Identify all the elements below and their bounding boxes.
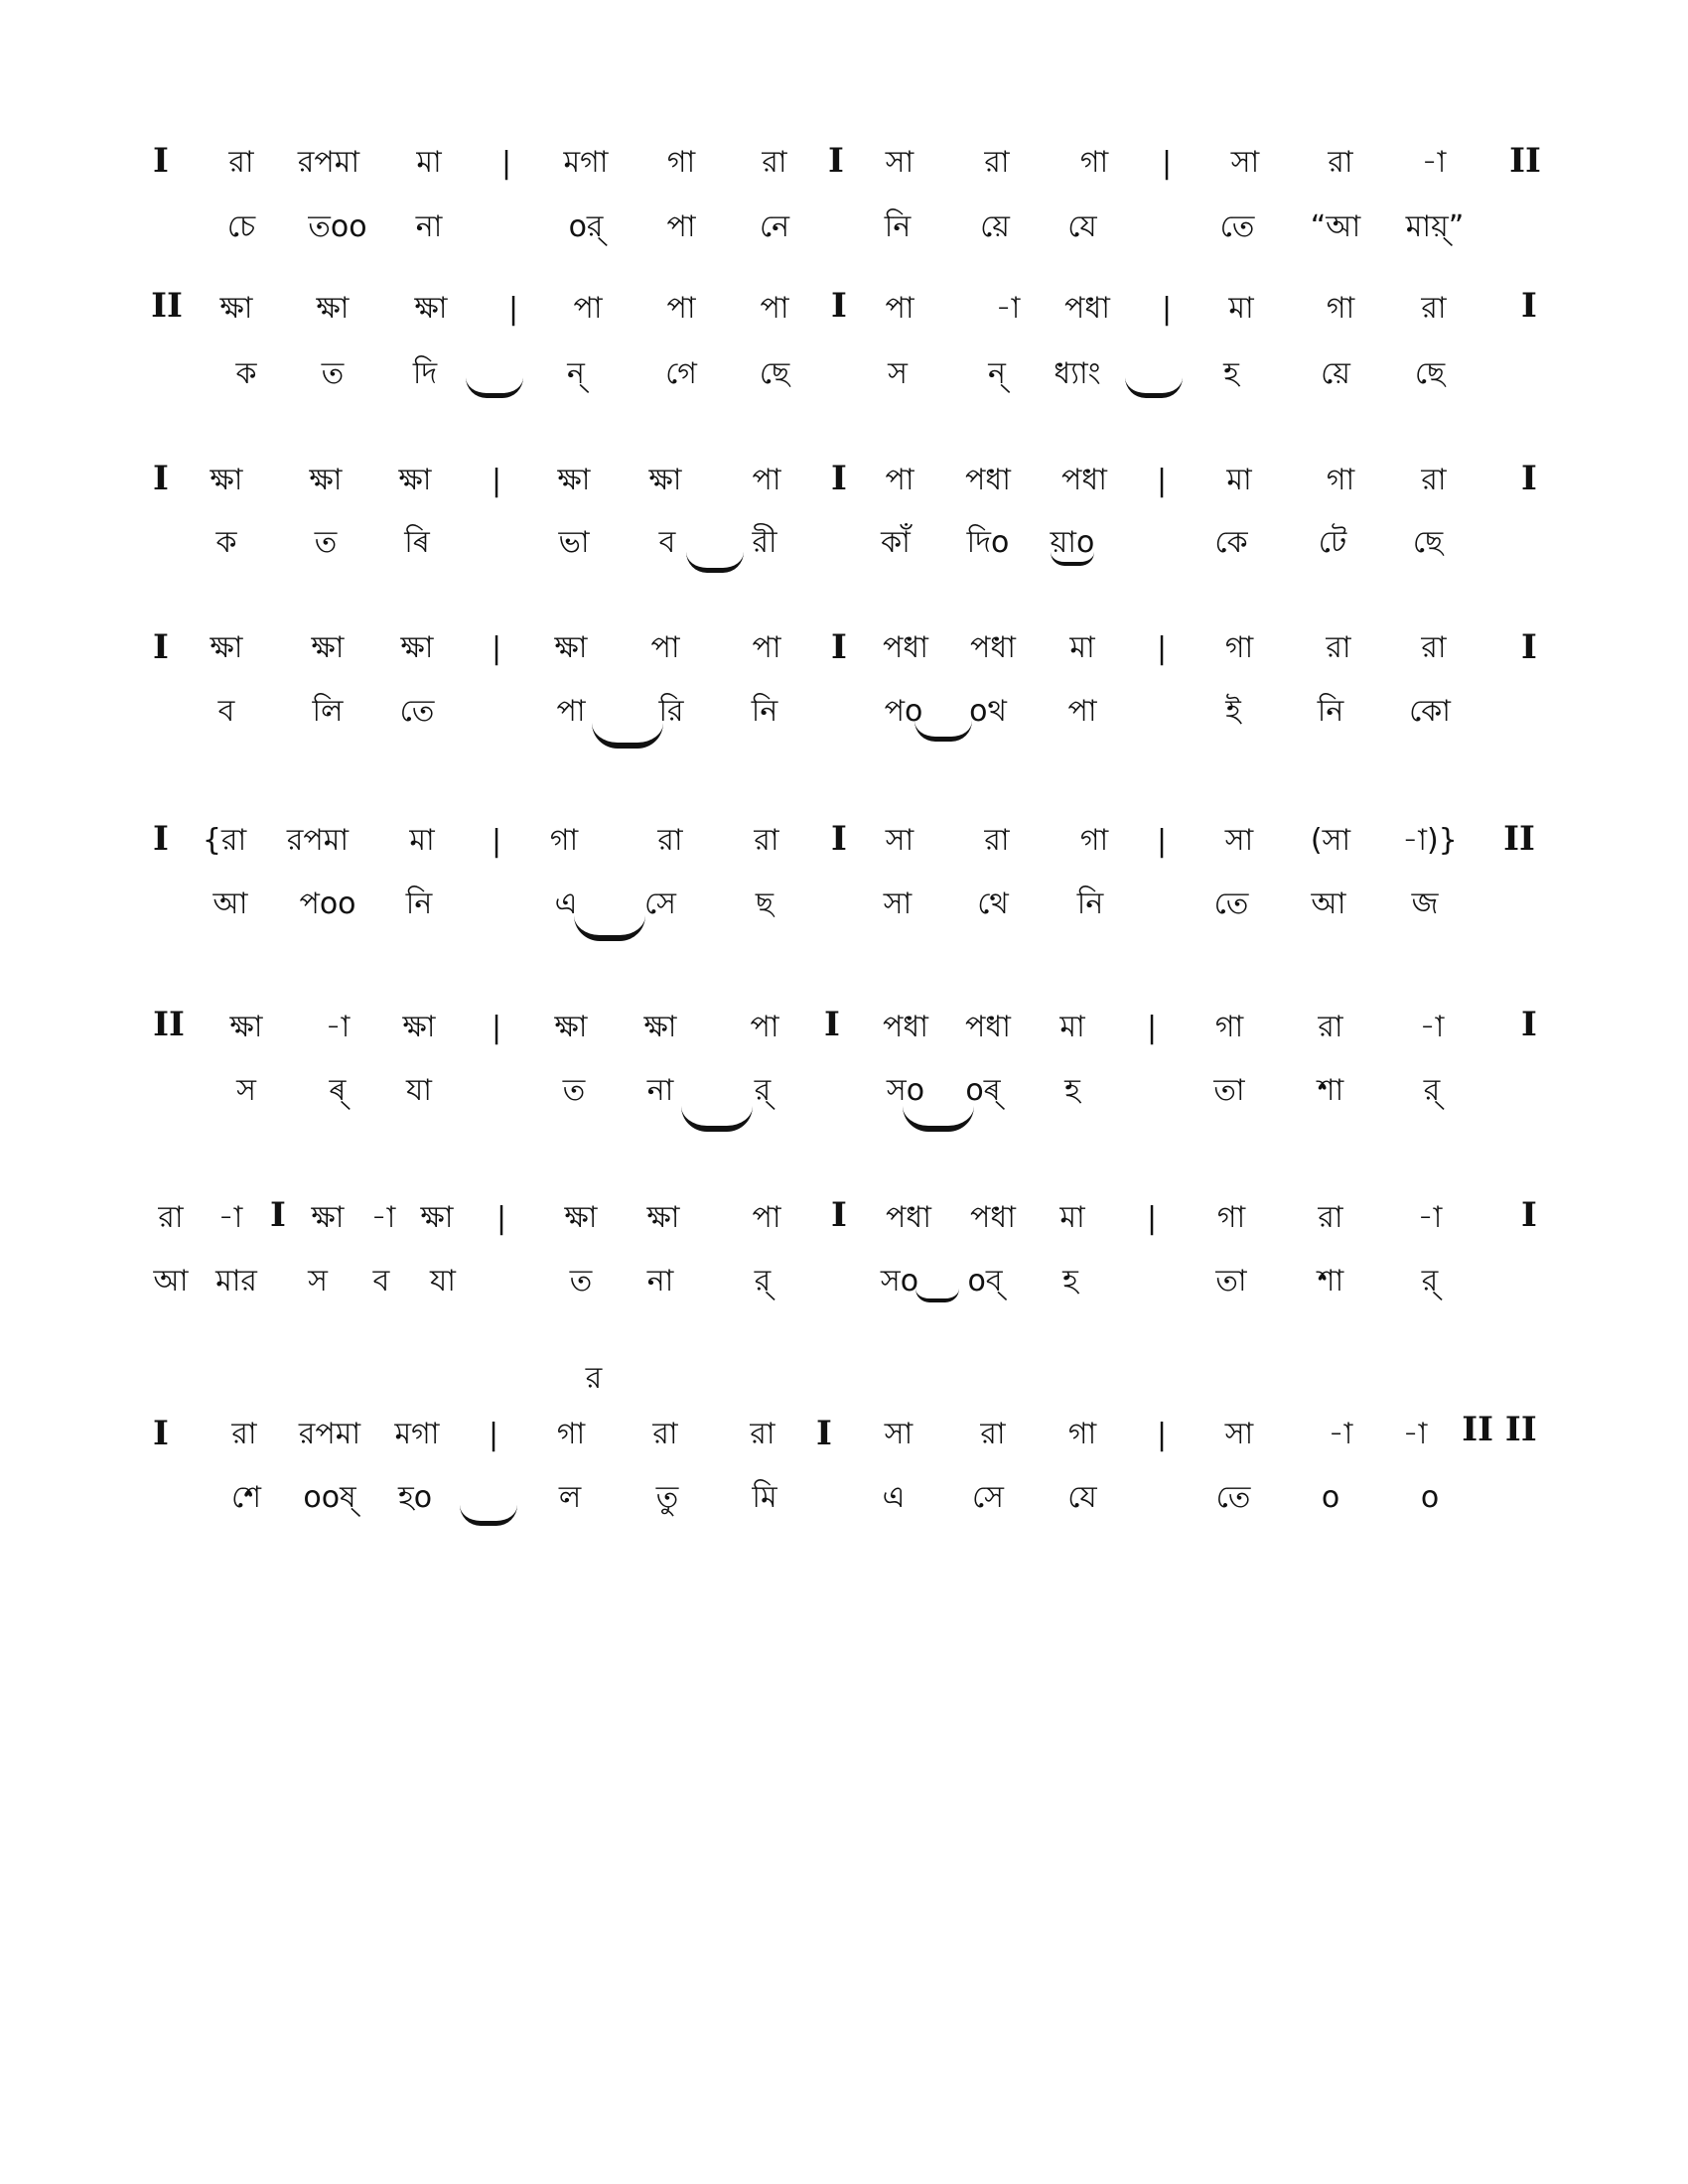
note: গা [1079, 145, 1109, 180]
note: রা [754, 823, 779, 858]
lyric-syllable: র্ [754, 1264, 772, 1298]
note: রা [228, 145, 254, 180]
note: গা [1326, 291, 1355, 326]
final-double-bar-line: II II [1462, 1410, 1537, 1449]
lyric-syllable: চে [226, 209, 256, 244]
lyric-syllable: যে [1067, 209, 1097, 244]
note: রা [980, 1417, 1006, 1451]
lyric-syllable: oর্ [568, 209, 604, 244]
lyric-syllable: তা [1215, 1264, 1247, 1298]
lyric-syllable: পা [1067, 694, 1097, 729]
lyric-syllable: oৰ্ [965, 1073, 1001, 1108]
note: রা [1326, 630, 1351, 665]
note: পধা [883, 1010, 928, 1044]
lyric-syllable: হo [397, 1480, 433, 1515]
lyric-syllable: রি [658, 694, 684, 729]
note: -া [995, 291, 1021, 326]
lyric-syllable: এ [882, 1480, 906, 1515]
note: রা [158, 1200, 184, 1235]
bar-line: I [153, 819, 169, 859]
note: মা [1069, 630, 1095, 665]
beat-separator: | [491, 464, 502, 498]
note: গা [556, 1417, 586, 1451]
lyric-syllable: দিo [966, 525, 1010, 560]
note: ক্ষা [564, 1200, 598, 1235]
lyric-syllable: ত [314, 525, 338, 560]
lyric-syllable: না [415, 209, 443, 244]
lyric-syllable: পা [666, 209, 696, 244]
beat-separator: | [1156, 631, 1168, 666]
lyric-syllable: তoo [308, 209, 367, 244]
note: -া)} [1402, 823, 1458, 858]
note: ক্ষা [646, 1200, 680, 1235]
lyric-syllable: ত [569, 1264, 593, 1298]
slur-mark [1125, 377, 1183, 398]
note: পধা [970, 1200, 1016, 1235]
lyric-syllable: র্ [754, 1073, 772, 1108]
lyric-syllable: কে [1214, 525, 1248, 560]
note: পা [752, 1200, 781, 1235]
note: মা [416, 145, 442, 180]
note: রা [1421, 291, 1447, 326]
note: পা [760, 291, 789, 326]
lyric-syllable: আ [1311, 887, 1346, 921]
lyric-syllable: টে [1318, 525, 1347, 560]
note: গা [1214, 1010, 1244, 1044]
note: পধা [965, 1010, 1011, 1044]
note: -া [1328, 1417, 1353, 1451]
note: পা [752, 630, 781, 665]
note: ক্ষা [554, 630, 588, 665]
note: রা [750, 1417, 775, 1451]
note: পা [885, 291, 914, 326]
lyric-syllable: না [646, 1264, 674, 1298]
lyric-syllable: তে [399, 694, 435, 729]
note: সা [885, 145, 914, 180]
bar-line: I [831, 1195, 847, 1235]
lyric-syllable: এ [554, 887, 578, 921]
lyric-syllable: ৰ্ [329, 1073, 347, 1108]
lyric-syllable: পoo [299, 887, 356, 921]
lyric-syllable: ক [215, 525, 237, 560]
double-bar-line: II [1503, 819, 1535, 859]
lyric-syllable: সে [644, 887, 676, 921]
note: ক্ষা [229, 1010, 263, 1044]
beat-separator: | [491, 631, 502, 666]
lyric-syllable: “আ [1310, 209, 1361, 244]
note: -া [217, 1200, 243, 1235]
lyric-syllable: হ [1062, 1264, 1078, 1298]
note: মা [409, 823, 435, 858]
lyric-syllable: ছে [1412, 525, 1444, 560]
lyric-syllable: ছে [759, 356, 790, 391]
note: রা [1328, 145, 1353, 180]
lyric-syllable: লি [312, 694, 344, 729]
lyric-syllable: যে [1067, 1480, 1097, 1515]
beat-separator: | [507, 292, 519, 327]
lyric-syllable: স [888, 356, 908, 391]
note: ক্ষা [643, 1010, 677, 1044]
beat-separator: | [1156, 464, 1168, 498]
bar-line: I [831, 459, 847, 498]
note: পধা [965, 463, 1011, 497]
bar-line: I [1521, 1195, 1537, 1235]
lyric-syllable: যা [406, 1073, 432, 1108]
lyric-syllable: রী [752, 525, 777, 560]
note: রা [984, 823, 1010, 858]
note: রপমা [298, 1417, 361, 1451]
beat-separator: | [491, 824, 502, 859]
lyric-syllable: ক [235, 356, 257, 391]
double-bar-line: II [1509, 141, 1541, 181]
note: ক্ষা [210, 630, 243, 665]
lyric-syllable: নি [751, 694, 778, 729]
lyric-syllable: oথ [969, 694, 1007, 729]
note: মা [1226, 463, 1252, 497]
note: -া [1419, 1010, 1445, 1044]
beat-separator: | [495, 1201, 507, 1236]
double-bar-line: II [151, 286, 183, 326]
note: ক্ষা [311, 630, 345, 665]
note: গা [1079, 823, 1109, 858]
note: মা [1228, 291, 1254, 326]
note: ক্ষা [420, 1200, 454, 1235]
note: রা [1421, 463, 1447, 497]
lyric-syllable: ত [321, 356, 345, 391]
lyric-syllable: সo [886, 1073, 925, 1108]
note: রা [1318, 1200, 1343, 1235]
note: পা [573, 291, 603, 326]
lyric-syllable: যা [430, 1264, 456, 1298]
bar-line: I [1521, 1005, 1537, 1044]
lyric-syllable: তে [1215, 1480, 1251, 1515]
note: পা [650, 630, 680, 665]
note: মা [1059, 1010, 1085, 1044]
note: ক্ষা [311, 1200, 345, 1235]
note: ক্ষা [219, 291, 253, 326]
note: রা [1421, 630, 1447, 665]
lyric-syllable: হ [1064, 1073, 1080, 1108]
lyric-syllable: শা [1317, 1264, 1344, 1298]
lyric-syllable: ooষ্ [303, 1480, 356, 1515]
note: গা [1216, 1200, 1246, 1235]
note: ক্ষা [309, 463, 343, 497]
note: ক্ষা [648, 463, 682, 497]
note: -া [1417, 1200, 1443, 1235]
lyric-syllable: স [308, 1264, 328, 1298]
lyric-syllable: তে [1219, 209, 1255, 244]
note: গা [1067, 1417, 1097, 1451]
beat-separator: | [1146, 1201, 1158, 1236]
lyric-syllable: ৰি [404, 525, 430, 560]
lyric-syllable: পo [884, 694, 923, 729]
lyric-syllable: ছে [1414, 356, 1446, 391]
lyric-syllable: র্ [1421, 1264, 1439, 1298]
lyric-syllable: ব [372, 1264, 390, 1298]
lyric-syllable: o [1420, 1480, 1440, 1515]
bar-line: I [831, 819, 847, 859]
note: পা [750, 1010, 779, 1044]
bar-line: I [816, 1414, 832, 1453]
note: মগা [563, 145, 609, 180]
note: ক্ষা [210, 463, 243, 497]
grace-note: র [585, 1361, 603, 1396]
lyric-syllable: থে [977, 887, 1009, 921]
lyric-syllable: স [236, 1073, 256, 1108]
note: -া [325, 1010, 351, 1044]
lyric-syllable: মি [752, 1480, 777, 1515]
note: গা [666, 145, 696, 180]
bar-line: I [1521, 459, 1537, 498]
bar-line: I [828, 141, 844, 181]
slur-mark [914, 721, 972, 742]
lyric-syllable: য়ে [1321, 356, 1350, 391]
note: পধা [970, 630, 1016, 665]
note: ক্ষা [414, 291, 448, 326]
beat-separator: | [1156, 1418, 1168, 1452]
note: সা [884, 1417, 914, 1451]
beat-separator: | [1156, 824, 1168, 859]
lyric-syllable: না [646, 1073, 674, 1108]
lyric-syllable: য়ে [980, 209, 1010, 244]
lyric-syllable: ল [558, 1480, 582, 1515]
note: পধা [883, 630, 928, 665]
note: পা [885, 463, 914, 497]
bar-line: I [831, 286, 847, 326]
note: রপমা [297, 145, 360, 180]
lyric-syllable: আ [153, 1264, 189, 1298]
lyric-syllable: ব [217, 694, 235, 729]
bar-line: I [831, 627, 847, 667]
note: -া [1421, 145, 1447, 180]
lyric-syllable: নি [405, 887, 433, 921]
note: মা [1059, 1200, 1085, 1235]
lyric-syllable: সা [883, 887, 913, 921]
lyric-syllable: oব্ [967, 1264, 1003, 1298]
note: গা [1224, 630, 1254, 665]
note: গা [1326, 463, 1355, 497]
note: রা [1318, 1010, 1343, 1044]
lyric-syllable: আ [212, 887, 248, 921]
beat-separator: | [488, 1418, 499, 1452]
note: (সা [1310, 823, 1351, 858]
note: সা [1224, 823, 1254, 858]
note: পধা [1064, 291, 1110, 326]
lyric-syllable: ই [1225, 694, 1241, 729]
lyric-syllable: নে [759, 209, 790, 244]
lyric-syllable: দি [412, 356, 438, 391]
lyric-syllable: র্ [1423, 1073, 1441, 1108]
bar-line: I [153, 627, 169, 667]
lyric-syllable: গে [665, 356, 697, 391]
note: পধা [1061, 463, 1107, 497]
slur-mark [1051, 552, 1094, 566]
beat-separator: | [1161, 292, 1173, 327]
lyric-syllable: মার [215, 1264, 257, 1298]
bar-line: I [153, 141, 169, 181]
lyric-syllable: কো [1409, 694, 1451, 729]
lyric-syllable: ব [658, 525, 676, 560]
slur-mark [681, 1106, 753, 1132]
slur-mark [915, 1289, 959, 1302]
lyric-syllable: পা [556, 694, 586, 729]
lyric-syllable: কাঁ [881, 525, 911, 560]
lyric-syllable: জ [1411, 887, 1439, 921]
lyric-syllable: ত [562, 1073, 586, 1108]
beat-separator: | [1146, 1011, 1158, 1045]
lyric-syllable: তে [1213, 887, 1249, 921]
slur-mark [460, 1505, 517, 1526]
note: ক্ষা [398, 463, 432, 497]
bar-line: I [270, 1195, 286, 1235]
note: ক্ষা [557, 463, 591, 497]
slur-mark [466, 377, 523, 398]
note: পা [666, 291, 696, 326]
note: -া [370, 1200, 396, 1235]
lyric-syllable: ভা [558, 525, 590, 560]
lyric-syllable: o [1321, 1480, 1340, 1515]
note: -া [1402, 1417, 1428, 1451]
lyric-syllable: শা [1317, 1073, 1344, 1108]
note: পধা [886, 1200, 931, 1235]
lyric-syllable: হ [1223, 356, 1239, 391]
note: মগা [394, 1417, 440, 1451]
note: সা [1224, 1417, 1254, 1451]
slur-mark [574, 915, 645, 941]
lyric-syllable: নি [1076, 887, 1104, 921]
lyric-syllable: ন্ [567, 356, 585, 391]
lyric-syllable: সে [972, 1480, 1004, 1515]
note: ক্ষা [402, 1010, 436, 1044]
note: রা [762, 145, 787, 180]
note: রা [652, 1417, 678, 1451]
slur-mark [903, 1106, 974, 1132]
note: রপমা [286, 823, 350, 858]
bar-line: I [824, 1005, 840, 1044]
note: সা [1230, 145, 1260, 180]
slur-mark [592, 723, 663, 749]
note: ক্ষা [316, 291, 350, 326]
lyric-syllable: নি [1317, 694, 1344, 729]
lyric-syllable: ধ্যাং [1054, 356, 1101, 391]
bar-line: I [1521, 627, 1537, 667]
lyric-syllable: তু [655, 1480, 679, 1515]
beat-separator: | [1161, 146, 1173, 181]
note: রা [984, 145, 1010, 180]
note: ক্ষা [554, 1010, 588, 1044]
lyric-syllable: তা [1213, 1073, 1245, 1108]
beat-separator: | [491, 1011, 502, 1045]
note: {রা [202, 823, 247, 858]
slur-mark [686, 552, 744, 573]
note: ক্ষা [400, 630, 434, 665]
lyric-syllable: সo [880, 1264, 919, 1298]
lyric-syllable: নি [884, 209, 912, 244]
bar-line: I [153, 1414, 169, 1453]
bar-line: I [1521, 286, 1537, 326]
note: পা [752, 463, 781, 497]
note: সা [885, 823, 914, 858]
lyric-syllable: ছ [755, 887, 774, 921]
bar-line: I [153, 459, 169, 498]
lyric-syllable: শে [231, 1480, 261, 1515]
note: রা [231, 1417, 257, 1451]
lyric-syllable: ন্ [988, 356, 1006, 391]
double-bar-line: II [153, 1005, 185, 1044]
lyric-syllable: য়াo [1050, 525, 1095, 560]
note: রা [657, 823, 683, 858]
lyric-syllable: মায়্” [1405, 209, 1465, 244]
note: গা [549, 823, 579, 858]
beat-separator: | [500, 146, 512, 181]
